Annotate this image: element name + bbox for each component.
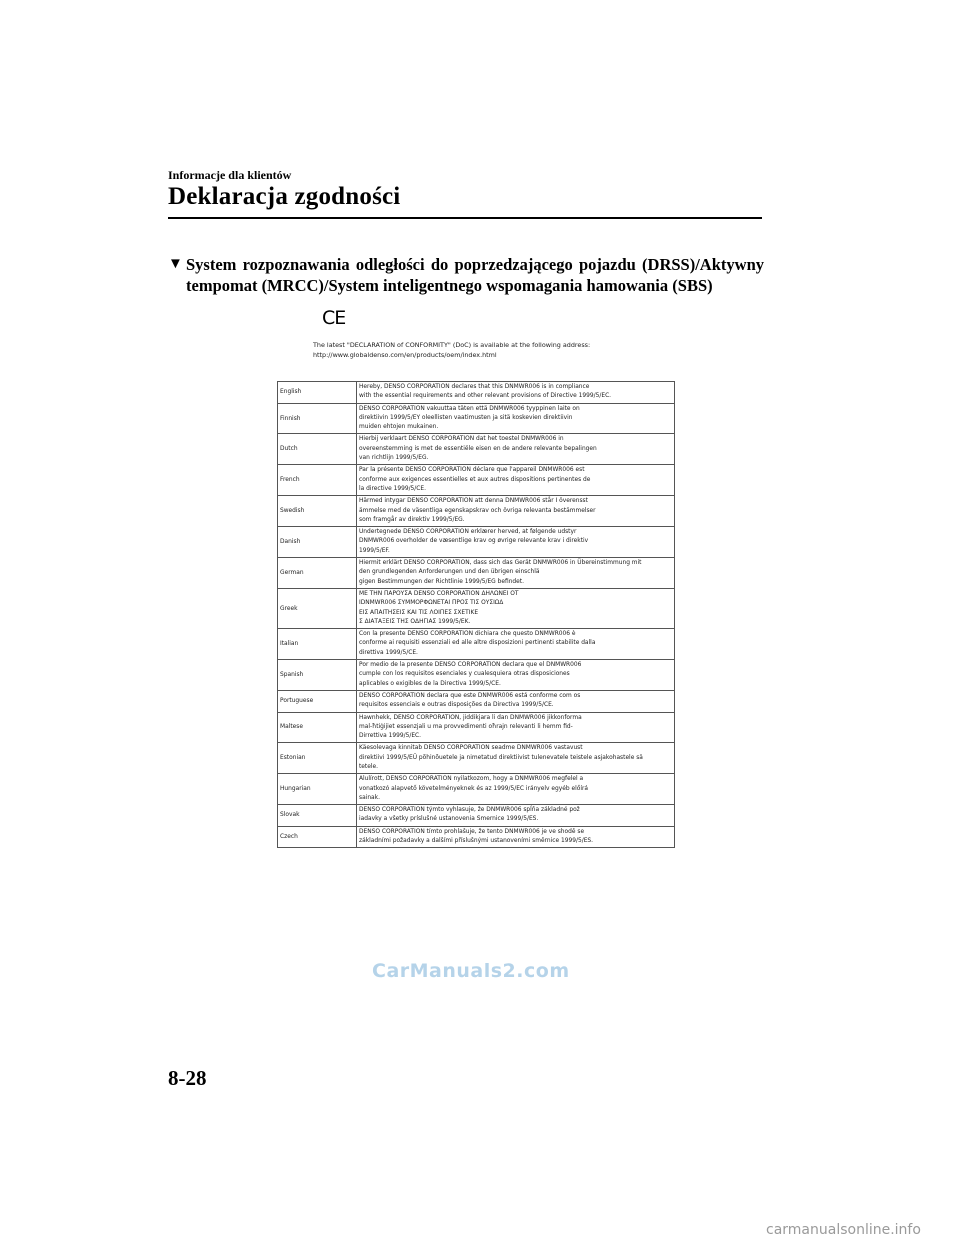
declaration-line: conforme aux exigences essentielles et aux autres dispositions pertinentes de — [359, 476, 591, 483]
declaration-text-cell — [357, 434, 675, 465]
declaration-line: Con la presente DENSO CORPORATION dichiara che questo DNMWR006 è — [359, 631, 576, 638]
language-cell: Dutch — [278, 434, 357, 465]
language-cell: Slovak — [278, 805, 357, 827]
declaration-text-cell — [357, 588, 675, 628]
language-cell: English — [278, 382, 357, 404]
language-cell: French — [278, 465, 357, 496]
declaration-line: requisitos essenciais e outras disposições da Directiva 1999/5/CE. — [359, 702, 554, 709]
declaration-text-cell — [357, 558, 675, 589]
table-row — [278, 558, 675, 589]
table-row — [278, 805, 675, 827]
declaration-text-cell — [357, 527, 675, 558]
language-cell: Maltese — [278, 712, 357, 743]
language-cell: Spanish — [278, 660, 357, 691]
declaration-line: direttiva 1999/5/CE. — [359, 649, 418, 656]
declaration-text-cell — [357, 690, 675, 712]
language-cell: Finnish — [278, 403, 357, 434]
declaration-line: Par la présente DENSO CORPORATION déclare que l'appareil DNMWR006 est — [359, 467, 585, 474]
declaration-text-cell — [357, 465, 675, 496]
declaration-text-cell — [357, 496, 675, 527]
declaration-text-cell — [357, 403, 675, 434]
language-cell: Swedish — [278, 496, 357, 527]
table-row — [278, 774, 675, 805]
declaration-text-cell — [357, 826, 675, 848]
declaration-line: IDNMWR006 ΣΥΜΜΟΡΦΩΝΕΤΑΙ ΠΡΟΣ ΤΙΣ ΟΥΣΙΩΔ — [359, 600, 504, 607]
declaration-line: DENSO CORPORATION týmto vyhlasuje, že DNMWR006 spĺňa základné pož — [359, 807, 580, 814]
declaration-line: som framgår av direktiv 1999/5/EG. — [359, 516, 465, 523]
subsection-title: System rozpoznawania odległości do poprzedzającego pojazdu (DRSS)/Aktywny tempomat (MRCC)/System inteligentnego wspomagania hamowania (SBS) — [186, 255, 764, 295]
declaration-line: vonatkozó alapvető követelményeknek és az 1999/5/EC irányelv egyéb előírá — [359, 785, 589, 792]
declaration-text-cell — [357, 660, 675, 691]
declaration-line: DENSO CORPORATION tímto prohlašuje, že tento DNMWR006 je ve shodě se — [359, 828, 585, 835]
declaration-line: overeenstemming is met de essentiële eisen en de andere relevante bepalingen — [359, 445, 597, 452]
language-cell: Danish — [278, 527, 357, 558]
declaration-text-cell — [357, 743, 675, 774]
declaration-line: gigen Bestimmungen der Richtlinie 1999/5/EG befindet. — [359, 578, 524, 585]
declaration-line: la directive 1999/5/CE. — [359, 485, 426, 492]
page-number: 8-28 — [168, 1066, 207, 1090]
table-row — [278, 743, 675, 774]
source-site-watermark: carmanualsonline.info — [766, 1222, 921, 1238]
declaration-text-cell — [357, 382, 675, 404]
declaration-table — [277, 381, 675, 848]
declaration-line: Σ ΔΙΑΤΑΞΕΙΣ ΤΗΣ ΟΔΗΓΙΑΣ 1999/5/ΕΚ. — [359, 618, 471, 625]
declaration-line: Hierbij verklaart DENSO CORPORATION dat het toestel DNMWR006 in — [359, 436, 564, 443]
declaration-line: Hereby, DENSO CORPORATION declares that this DNMWR006 is in compliance — [359, 384, 590, 390]
language-cell: Greek — [278, 588, 357, 628]
declaration-line: van richtlijn 1999/5/EG. — [359, 455, 429, 462]
declaration-line: cumple con los requisitos esenciales y cualesquiera otras disposiciones — [359, 671, 570, 678]
language-cell: Italian — [278, 629, 357, 660]
language-cell: Portuguese — [278, 690, 357, 712]
declaration-line: den grundlegenden Anforderungen und den übrigen einschlä — [359, 569, 540, 576]
triangle-marker-icon: ▼ — [168, 256, 183, 272]
table-row — [278, 403, 675, 434]
table-row — [278, 826, 675, 848]
title-divider — [168, 217, 762, 219]
declaration-line: Käesolevaga kinnitab DENSO CORPORATION seadme DNMWR006 vastavust — [359, 745, 583, 752]
declaration-line: 1999/5/EF. — [359, 547, 390, 554]
declaration-line: DNMWR006 overholder de væsentlige krav og øvrige relevante krav i direktiv — [359, 538, 589, 545]
doc-url-line: http://www.globaldenso.com/en/products/oem/index.html — [313, 351, 497, 359]
watermark: CarManuals2.com — [372, 960, 570, 982]
declaration-line: direktiivin 1999/5/EY oleellisten vaatimusten ja sitä koskevien direktiivin — [359, 414, 573, 421]
table-row — [278, 465, 675, 496]
page-title: Deklaracja zgodności — [168, 183, 401, 210]
declaration-line: direktiivi 1999/5/EÜ põhinõuetele ja nimetatud direktiivist tulenevatele teistele asjakohastele sä — [359, 754, 643, 761]
table-row — [278, 434, 675, 465]
table-row — [278, 588, 675, 628]
declaration-line: ämmelse med de väsentliga egenskapskrav och övriga relevanta bestämmelser — [359, 507, 596, 514]
language-cell: Hungarian — [278, 774, 357, 805]
declaration-line: Dirrettiva 1999/5/EC. — [359, 733, 422, 740]
declaration-text-cell — [357, 629, 675, 660]
declaration-line: sainak. — [359, 794, 380, 801]
table-row — [278, 496, 675, 527]
declaration-line: DENSO CORPORATION declara que este DNMWR006 está conforme com os — [359, 692, 581, 699]
declaration-text-cell — [357, 774, 675, 805]
language-cell: Estonian — [278, 743, 357, 774]
table-row — [278, 690, 675, 712]
language-cell: Czech — [278, 826, 357, 848]
declaration-line: conforme ai requisiti essenziali ed alle altre disposizioni pertinenti stabilite dalla — [359, 640, 596, 647]
declaration-line: ΕΙΣ ΑΠΑΙΤΗΣΕΙΣ ΚΑΙ ΤΙΣ ΛΟΙΠΕΣ ΣΧΕΤΙΚΕ — [359, 609, 479, 616]
language-cell: German — [278, 558, 357, 589]
doc-intro-line: The latest "DECLARATION of CONFORMITY" (DoC) is available at the following address: — [313, 341, 591, 349]
declaration-line: tetele. — [359, 763, 379, 770]
declaration-line: muiden ehtojen mukainen. — [359, 424, 439, 431]
declaration-line: základními požadavky a dalšími příslušnými ustanoveními směrnice 1999/5/ES. — [359, 838, 594, 845]
declaration-line: Hiermit erklärt DENSO CORPORATION, dass sich das Gerät DNMWR006 in Übereinstimmung mit — [359, 560, 642, 567]
declaration-line: mal-ħtiġijiet essenzjali u ma provvedimenti oħrajn relevanti li hemm fid- — [359, 723, 573, 730]
ce-mark-icon: CE — [322, 307, 346, 329]
section-label: Informacje dla klientów — [168, 168, 292, 182]
declaration-line: Por medio de la presente DENSO CORPORATION declara que el DNMWR006 — [359, 662, 582, 669]
declaration-line: Alulírott, DENSO CORPORATION nyilatkozom, hogy a DNMWR006 megfelel a — [359, 776, 584, 783]
declaration-line: Hawnhekk, DENSO CORPORATION, jiddikjara li dan DNMWR006 jikkonforma — [359, 714, 582, 721]
declaration-line: with the essential requirements and other relevant provisions of Directive 1999/5/EC. — [359, 393, 612, 400]
table-row — [278, 712, 675, 743]
declaration-line: iadavky a všetky príslušné ustanovenia Smernice 1999/5/ES. — [359, 816, 539, 823]
declaration-line: Undertegnede DENSO CORPORATION erklærer herved, at følgende udstyr — [359, 529, 577, 536]
subsection-heading — [168, 254, 764, 296]
table-row — [278, 527, 675, 558]
declaration-text-cell — [357, 805, 675, 827]
declaration-text-cell — [357, 712, 675, 743]
declaration-line: DENSO CORPORATION vakuuttaa täten että DNMWR006 tyyppinen laite on — [359, 405, 580, 412]
table-row — [278, 629, 675, 660]
table-row — [278, 382, 675, 404]
table-row — [278, 660, 675, 691]
declaration-line: ΜΕ ΤΗΝ ΠΑΡΟΥΣΑ DENSO CORPORATION ΔΗΛΩΝΕΙ ΟΤ — [359, 590, 519, 597]
declaration-line: Härmed intygar DENSO CORPORATION att denna DNMWR006 står I överensst — [359, 498, 588, 505]
declaration-line: aplicables o exigibles de la Directiva 1999/5/CE. — [359, 680, 501, 687]
